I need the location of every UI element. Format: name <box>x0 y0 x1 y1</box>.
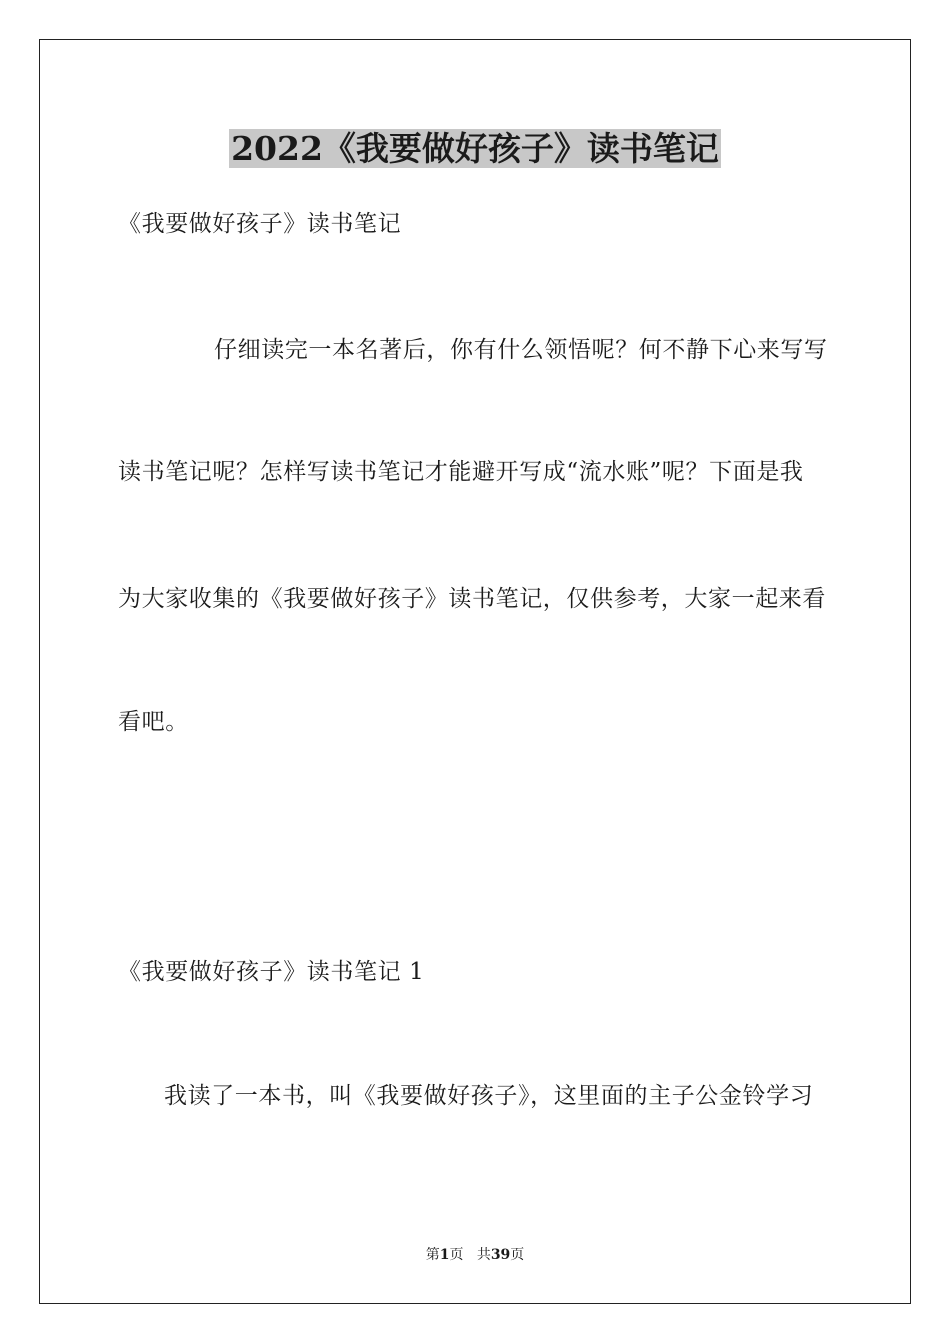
total-prefix: 共 <box>476 1247 491 1263</box>
intro-line-2: 读书笔记呢？怎样写读书笔记才能避开写成“流水账”呢？下面是我 <box>118 459 804 485</box>
intro-line-4: 看吧。 <box>118 709 189 735</box>
document-title-text: 2022《我要做好孩子》读书笔记 <box>231 129 719 168</box>
page-footer <box>0 1245 950 1265</box>
intro-line-3: 为大家收集的《我要做好孩子》读书笔记，仅供参考，大家一起来看 <box>118 586 826 612</box>
page-prefix: 第 <box>425 1247 440 1263</box>
total-pages: 39 <box>490 1247 511 1263</box>
intro-line-1: 仔细读完一本名著后，你有什么领悟呢？何不静下心来写写 <box>214 337 828 363</box>
total-suffix: 页 <box>510 1247 525 1263</box>
page-suffix: 页 <box>449 1247 464 1263</box>
section-body-line: 我读了一本书，叫《我要做好孩子》，这里面的主子公金铃学习 <box>164 1083 814 1109</box>
document-title <box>0 127 950 171</box>
section-heading: 《我要做好孩子》读书笔记 1 <box>118 959 425 985</box>
document-subtitle: 《我要做好孩子》读书笔记 <box>118 211 402 237</box>
page-number: 1 <box>439 1247 450 1263</box>
